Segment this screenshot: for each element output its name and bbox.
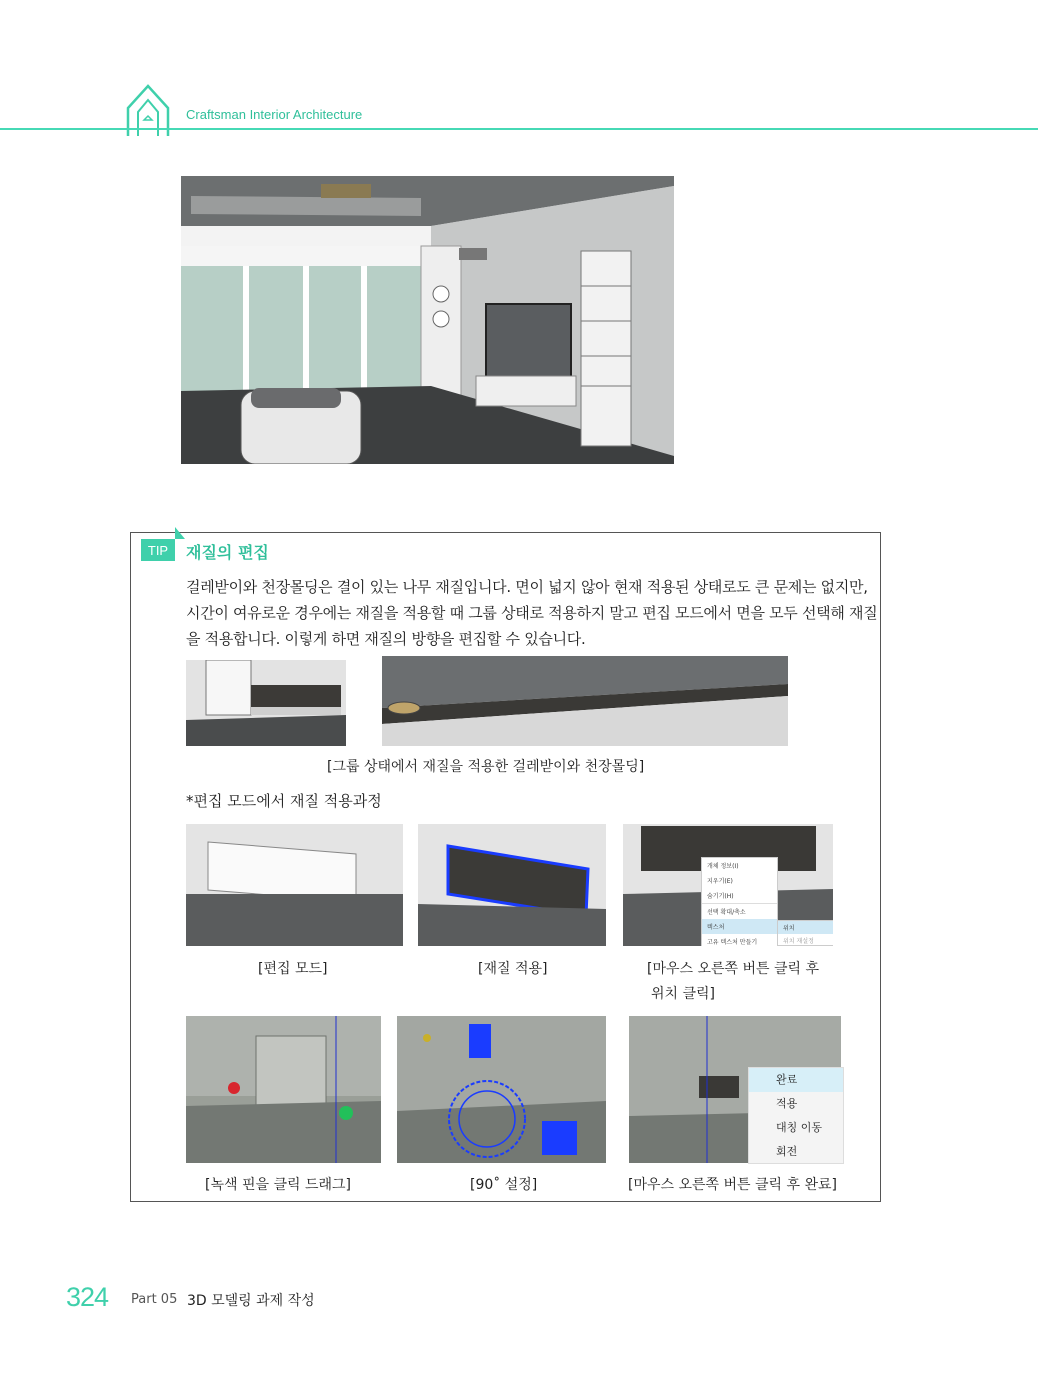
menu-item-rotate[interactable]: 회전 (776, 1145, 798, 1158)
page-number: 324 (66, 1282, 109, 1312)
submenu-item-reset[interactable]: 위치 재설정 (783, 938, 814, 945)
footer-chapter: 3D 모델링 과제 작성 (187, 1293, 315, 1309)
finish-context-menu[interactable] (748, 1067, 844, 1164)
caption-green-pin: [녹색 핀을 클릭 드래그] (205, 1177, 351, 1193)
baseboard-group-image (186, 660, 346, 746)
texture-applied-image (418, 824, 606, 946)
tip-corner-icon (175, 527, 185, 541)
caption-90-degree: [90˚ 설정] (470, 1177, 538, 1193)
menu-item-texture[interactable]: 텍스처 (702, 919, 777, 934)
context-menu[interactable] (701, 857, 778, 946)
living-room-render (181, 176, 674, 464)
caption-group-state: [그룹 상태에서 재질을 적용한 걸레받이와 천장몰딩] (327, 759, 645, 775)
header-rule (0, 128, 1038, 130)
submenu-item-position[interactable]: 위치 (778, 921, 833, 934)
caption-edit-mode: [편집 모드] (258, 961, 328, 977)
tip-paragraph: 걸레받이와 천장몰딩은 결이 있는 나무 재질입니다. 면이 넓지 않아 현재 적용된 상태로도 큰 문제는 없지만, 시간이 여유로운 경우에는 재질을 적용할 때 그룹 상태로 적용하지 말고 편집 모드에서 면을 모두 선택해 재질을 적용합니다. 이렇게 하면 재질의 방향을 편집할 수 있습니다. (186, 578, 878, 648)
footer-part: Part 05 (131, 1292, 178, 1307)
menu-item[interactable]: 지우기(E) (707, 878, 733, 885)
caption-right-click-line2: 위치 클릭] (651, 986, 716, 1002)
edit-mode-image (186, 824, 403, 946)
menu-item[interactable]: 숨기기(H) (707, 893, 734, 900)
subheading-edit-process: *편집 모드에서 재질 적용과정 (186, 792, 382, 810)
caption-right-click-line1: [마우스 오른쪽 버튼 클릭 후 (647, 961, 820, 977)
menu-item[interactable]: 개체 정보(I) (707, 863, 739, 870)
menu-item-finish[interactable]: 완료 (749, 1068, 843, 1092)
context-submenu[interactable] (777, 920, 833, 946)
caption-finish: [마우스 오른쪽 버튼 클릭 후 완료] (628, 1177, 837, 1193)
menu-item-mirror[interactable]: 대칭 이동 (776, 1121, 823, 1134)
caption-texture-applied: [재질 적용] (478, 961, 548, 977)
header-brand: Craftsman Interior Architecture (186, 107, 363, 122)
context-menu-image (623, 824, 833, 946)
menu-item-apply[interactable]: 적용 (776, 1097, 798, 1110)
tip-title: 재질의 편집 (186, 543, 269, 562)
menu-item[interactable]: 선택 확대/축소 (702, 903, 777, 919)
rotate-90-image (397, 1016, 606, 1163)
green-pin-drag-image (186, 1016, 381, 1163)
ceiling-molding-group-image (382, 656, 788, 746)
tip-tag: TIP (141, 539, 175, 561)
menu-item[interactable]: 고유 텍스처 만들기 (707, 939, 758, 946)
